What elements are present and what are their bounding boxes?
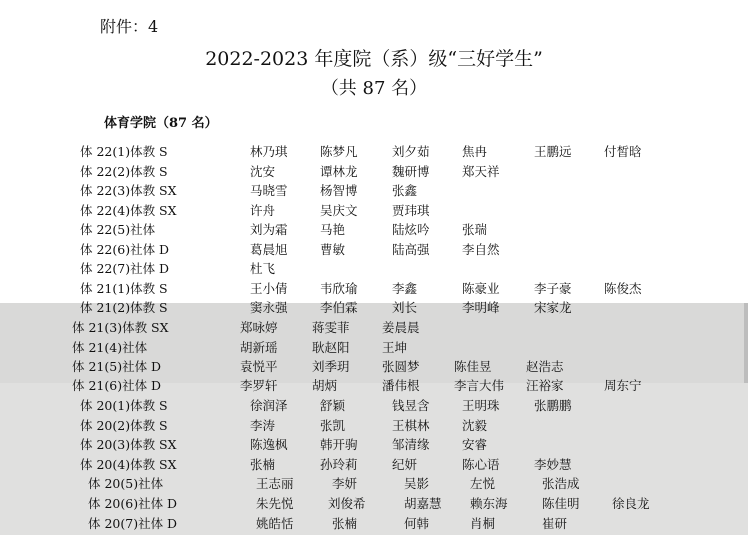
class-row (80, 181, 748, 201)
student-name: 谭林龙 (320, 164, 358, 179)
student-name: 蒋雯菲 (312, 320, 350, 335)
student-name: 宋家龙 (534, 300, 572, 315)
student-name: 沈安 (250, 164, 276, 179)
student-name: 杜飞 (250, 261, 276, 276)
student-name: 张瑞 (462, 222, 488, 237)
student-name: 李伯霖 (320, 300, 358, 315)
student-name: 邹清缘 (392, 437, 430, 452)
student-name: 刘俊希 (328, 496, 366, 511)
student-name: 陈佳昱 (454, 359, 492, 374)
student-name: 刘为霜 (250, 222, 288, 237)
student-name: 王鹏远 (534, 144, 572, 159)
student-name: 陈俊杰 (604, 281, 642, 296)
class-name: 体 22(6)社体 D (80, 242, 170, 257)
student-name: 袁悦平 (240, 359, 278, 374)
class-name: 体 20(6)社体 D (88, 496, 178, 511)
class-name: 体 22(1)体教 S (80, 144, 168, 159)
class-name: 体 21(1)体教 S (80, 281, 168, 296)
class-name: 体 21(5)社体 D (72, 359, 162, 374)
student-name: 耿赵阳 (312, 340, 350, 355)
class-row (80, 298, 748, 318)
student-name: 王坤 (382, 340, 408, 355)
class-name: 体 20(5)社体 (88, 476, 164, 491)
student-name: 韦欣瑜 (320, 281, 358, 296)
student-name: 刘季玥 (312, 359, 350, 374)
student-name: 魏研博 (392, 164, 430, 179)
student-name: 张圆梦 (382, 359, 420, 374)
class-row (72, 376, 748, 396)
class-row (80, 201, 748, 221)
class-name: 体 22(5)社体 (80, 222, 156, 237)
student-name: 安睿 (462, 437, 488, 452)
student-name: 焦冉 (462, 144, 488, 159)
student-name: 李妙慧 (534, 457, 572, 472)
student-name: 孙玲莉 (320, 457, 358, 472)
student-name: 胡嘉慧 (404, 496, 442, 511)
student-name: 胡新瑶 (240, 340, 278, 355)
student-name: 马晓雪 (250, 183, 288, 198)
student-name: 杨智博 (320, 183, 358, 198)
student-name: 陈心语 (462, 457, 500, 472)
class-row (72, 338, 748, 358)
class-row (80, 416, 748, 436)
student-name: 李自然 (462, 242, 500, 257)
student-name: 张凯 (320, 418, 346, 433)
student-name: 王明珠 (462, 398, 500, 413)
class-row (80, 162, 748, 182)
student-name: 徐良龙 (612, 496, 650, 511)
student-name: 郑咏婷 (240, 320, 278, 335)
class-row (88, 494, 748, 514)
student-name: 陈梦凡 (320, 144, 358, 159)
class-row (80, 240, 748, 260)
student-name: 姜晨晨 (382, 320, 420, 335)
class-row (72, 318, 748, 338)
class-row (80, 396, 748, 416)
student-name: 林乃琪 (250, 144, 288, 159)
student-name: 付皙晗 (604, 144, 642, 159)
student-name: 赖东海 (470, 496, 508, 511)
page-title: 2022-2023 年度院（系）级“三好学生” (205, 48, 543, 70)
student-name: 舒颖 (320, 398, 346, 413)
class-name: 体 20(7)社体 D (88, 516, 178, 531)
student-name: 何韩 (404, 516, 430, 531)
student-name: 沈毅 (462, 418, 488, 433)
student-name: 李子豪 (534, 281, 572, 296)
student-name: 张楠 (332, 516, 358, 531)
student-name: 徐润泽 (250, 398, 288, 413)
class-name: 体 21(4)社体 (72, 340, 148, 355)
student-name: 姚皓恬 (256, 516, 294, 531)
student-name: 李明峰 (462, 300, 500, 315)
class-name: 体 22(2)体教 S (80, 164, 168, 179)
class-row (80, 142, 748, 162)
class-row (88, 514, 748, 534)
student-name: 刘夕茹 (392, 144, 430, 159)
student-name: 贾玮琪 (392, 203, 430, 218)
student-name: 朱先悦 (256, 496, 294, 511)
student-name: 王志丽 (256, 476, 294, 491)
class-name: 体 22(7)社体 D (80, 261, 170, 276)
class-name: 体 21(3)体教 SX (72, 320, 169, 335)
student-name: 钱昱含 (392, 398, 430, 413)
student-name: 陆高强 (392, 242, 430, 257)
class-row (80, 279, 748, 299)
student-name: 马艳 (320, 222, 346, 237)
student-name: 赵浩志 (526, 359, 564, 374)
student-name: 曹敏 (320, 242, 346, 257)
student-name: 崔研 (542, 516, 568, 531)
class-row (80, 455, 748, 475)
student-name: 陈逸枫 (250, 437, 288, 452)
student-name: 许舟 (250, 203, 276, 218)
student-name: 李涛 (250, 418, 276, 433)
student-name: 张楠 (250, 457, 276, 472)
class-name: 体 21(2)体教 S (80, 300, 168, 315)
college-heading: 体育学院（87 名） (104, 116, 218, 131)
student-name: 王棋林 (392, 418, 430, 433)
student-name: 胡炳 (312, 378, 338, 393)
student-name: 张鹏鹏 (534, 398, 572, 413)
student-name: 吴庆文 (320, 203, 358, 218)
class-name: 体 22(4)体教 SX (80, 203, 177, 218)
student-name: 潘伟根 (382, 378, 420, 393)
student-name: 陆炫吟 (392, 222, 430, 237)
student-name: 周东宁 (604, 378, 642, 393)
student-name: 李妍 (332, 476, 358, 491)
student-name: 张鑫 (392, 183, 418, 198)
class-name: 体 20(2)体教 S (80, 418, 168, 433)
class-row (80, 259, 748, 279)
class-name: 体 22(3)体教 SX (80, 183, 177, 198)
class-row (80, 220, 748, 240)
student-name: 葛晨旭 (250, 242, 288, 257)
student-name: 李鑫 (392, 281, 418, 296)
class-name: 体 21(6)社体 D (72, 378, 162, 393)
attachment-label: 附件：4 (100, 17, 159, 36)
student-name: 纪妍 (392, 457, 418, 472)
student-name: 汪裕家 (526, 378, 564, 393)
student-name: 窦永强 (250, 300, 288, 315)
student-name: 左悦 (470, 476, 496, 491)
class-name: 体 20(3)体教 SX (80, 437, 177, 452)
student-name: 张浩成 (542, 476, 580, 491)
student-name: 刘长 (392, 300, 418, 315)
student-name: 王小倩 (250, 281, 288, 296)
student-name: 郑天祥 (462, 164, 500, 179)
student-name: 陈豪业 (462, 281, 500, 296)
class-name: 体 20(1)体教 S (80, 398, 168, 413)
class-row (80, 435, 748, 455)
student-name: 肖桐 (470, 516, 496, 531)
student-name: 吴影 (404, 476, 430, 491)
class-name: 体 20(4)体教 SX (80, 457, 177, 472)
student-name: 李罗轩 (240, 378, 278, 393)
page-subtitle: （共 87 名） (320, 78, 428, 99)
class-row (72, 357, 748, 377)
class-row (88, 474, 748, 494)
student-name: 韩开驹 (320, 437, 358, 452)
student-name: 李言大伟 (454, 378, 505, 393)
student-name: 陈佳明 (542, 496, 580, 511)
